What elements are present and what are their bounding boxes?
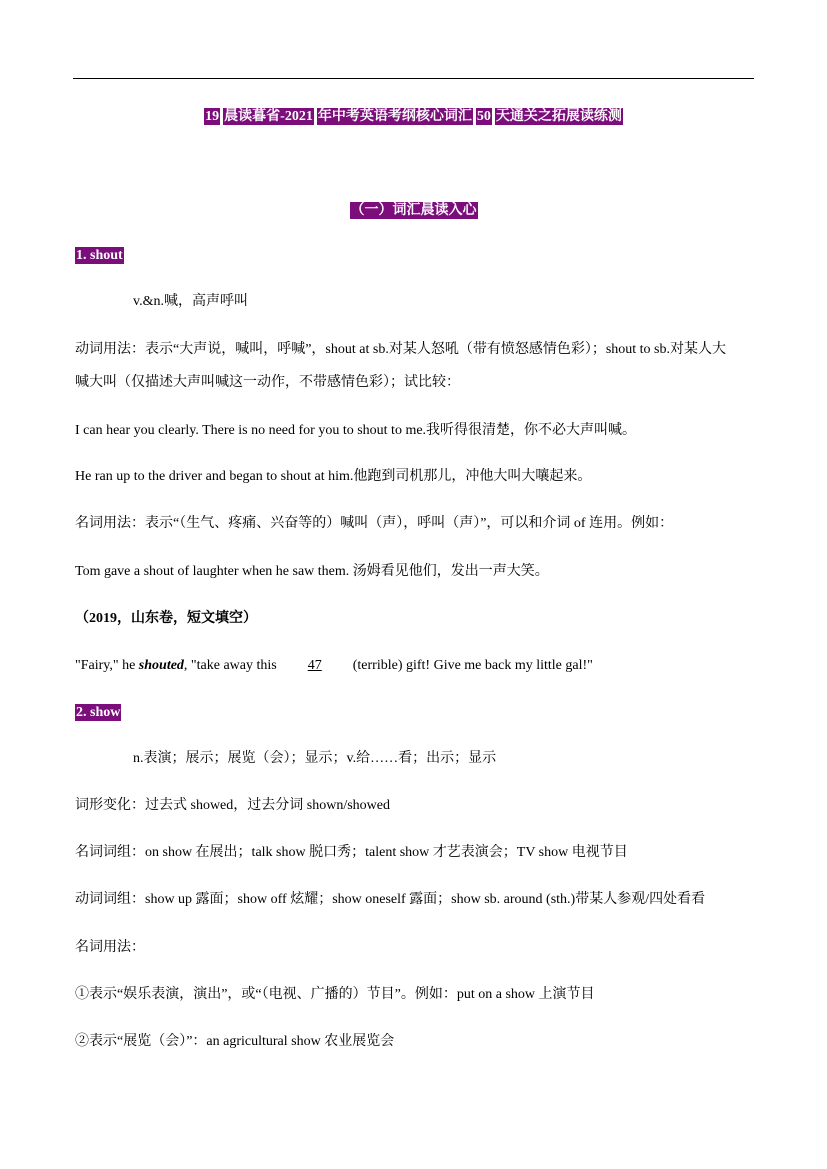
example-sentence: I can hear you clearly. There is no need for you to shout to me.我听得很清楚，你不必大声叫喊。 [75, 423, 637, 438]
definition: n.表演；展示；展览（会）；显示；v.给……看；出示；显示 [133, 751, 497, 766]
title-part: 年中考英语考纲核心词汇 [317, 109, 472, 124]
verb-phrases: 动词词组：show up 露面；show off 炫耀；show oneself 露面；show sb. around (sth.)带某人参观/四处看看 [75, 892, 706, 907]
noun-usage: 名词用法：表示“（生气、疼痛、兴奋等的）喊叫（声），呼叫（声）”，可以和介词 of 连用。例如： [75, 516, 674, 531]
entry-heading [75, 246, 124, 266]
answer-blank: 47 [307, 658, 322, 673]
exam-source: （2019，山东卷，短文填空） [75, 611, 257, 626]
usage-item-1: ①表示“娱乐表演，演出”，或“（电视、广播的）节目”。例如：put on a show 上演节目 [75, 987, 595, 1002]
document-title [0, 105, 827, 125]
usage-item-2: ②表示“展览（会）”：an agricultural show 农业展览会 [75, 1034, 395, 1049]
title-part: 天通关之拓展读练测 [495, 109, 622, 124]
section-title-text: （一）词汇晨读入心 [350, 203, 477, 218]
example-sentence: Tom gave a shout of laughter when he saw them. 汤姆看见他们，发出一声大笑。 [75, 564, 549, 579]
header-rule [73, 78, 754, 79]
example-sentence: He ran up to the driver and began to shout at him.他跑到司机那儿，冲他大叫大嚷起来。 [75, 469, 592, 484]
entry-heading [75, 703, 121, 723]
question-text: (terrible) gift! Give me back my little gal!" [352, 658, 593, 673]
verb-usage-line-2: 喊大叫（仅描述大声叫喊这一动作，不带感情色彩）；试比较： [75, 375, 460, 390]
entry-heading-show: 2. show [76, 705, 121, 720]
verb-usage-line-1: 动词用法：表示“大声说，喊叫，呼喊”，shout at sb.对某人怒吼（带有愤怒感情色彩）；shout to sb.对某人大 [75, 342, 726, 357]
definition: v.&n.喊，高声呼叫 [133, 294, 248, 309]
question-keyword: shouted [138, 658, 184, 673]
word-forms: 词形变化：过去式 showed，过去分词 shown/showed [75, 798, 390, 813]
title-part: 19 [205, 109, 220, 124]
exam-question [75, 656, 593, 676]
title-part: 晨读暮省-2021 [224, 109, 313, 124]
noun-phrases: 名词词组：on show 在展出；talk show 脱口秀；talent show 才艺表演会；TV show 电视节目 [75, 845, 628, 860]
title-part: 50 [476, 109, 491, 124]
entry-heading-shout: 1. shout [76, 248, 123, 263]
noun-usage-heading: 名词用法： [75, 940, 145, 955]
question-text: "Fairy," he [75, 658, 139, 673]
question-text: , "take away this [183, 658, 277, 673]
section-title [0, 199, 827, 219]
